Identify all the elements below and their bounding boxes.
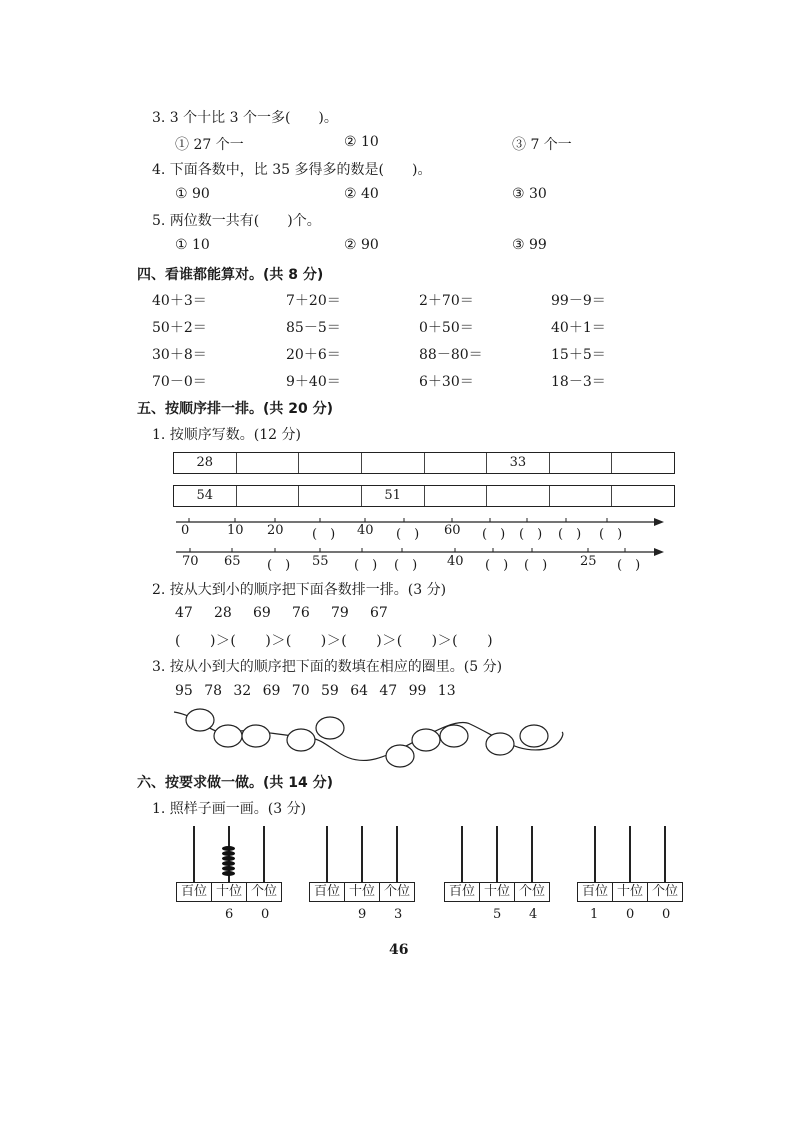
calc-expression: 40＋3＝ — [152, 293, 207, 309]
abacus-rod[interactable] — [361, 826, 363, 882]
q3-option-1: ① 27 个一 — [175, 137, 244, 153]
calc-expression: 7＋20＝ — [286, 293, 341, 309]
sub2-number: 47 — [175, 605, 193, 621]
section-4-heading: 四、看谁都能算对。(共 8 分) — [137, 267, 324, 283]
number-line-1-label[interactable]: ( ) — [312, 527, 336, 542]
abacus-rod[interactable] — [326, 826, 328, 882]
abacus-rod[interactable] — [531, 826, 533, 882]
number-line-1-label[interactable]: ( ) — [396, 527, 420, 542]
circle-chain — [170, 704, 570, 774]
calc-expression: 85－5＝ — [286, 320, 341, 336]
abacus-digit: 6 — [225, 907, 234, 922]
calc-expression: 40＋1＝ — [551, 320, 606, 336]
calc-expression: 99－9＝ — [551, 293, 606, 309]
sub2-number: 28 — [214, 605, 232, 621]
sub3-number: 70 — [291, 683, 310, 699]
abacus-digit: 0 — [662, 907, 671, 922]
q4-option-2: ② 40 — [344, 186, 379, 202]
number-line-2-label[interactable]: ( ) — [267, 558, 291, 573]
seq2-cell[interactable] — [550, 486, 613, 506]
q3-option-3: ③ 7 个一 — [512, 137, 572, 153]
chain-circles — [186, 709, 548, 767]
sub3-number: 78 — [204, 683, 223, 699]
chain-circle[interactable] — [287, 729, 315, 751]
sub2-number: 76 — [292, 605, 310, 621]
sub2-number: 67 — [370, 605, 388, 621]
abacus-rod[interactable] — [193, 826, 195, 882]
q5-option-2: ② 90 — [344, 237, 379, 253]
number-line-2-label[interactable]: ( ) — [394, 558, 418, 573]
seq2-cell[interactable] — [237, 486, 300, 506]
number-line-1-label: 10 — [227, 523, 244, 538]
seq1-cell[interactable] — [612, 453, 674, 473]
abacus-rod[interactable] — [629, 826, 631, 882]
number-line-1-label[interactable]: ( ) — [599, 527, 623, 542]
abacus-place-label: 个位 — [651, 884, 678, 899]
number-line-2-label[interactable]: ( ) — [524, 558, 548, 573]
abacus-bead — [222, 856, 235, 861]
number-line-1-label: 40 — [357, 523, 374, 538]
abacus-rod[interactable] — [461, 826, 463, 882]
seq2-cell[interactable] — [299, 486, 362, 506]
seq2-cell[interactable] — [425, 486, 488, 506]
q4-option-3: ③ 30 — [512, 186, 547, 202]
question-3: 3. 3 个十比 3 个一多( )。 — [152, 110, 338, 126]
abacus-place-label: 十位 — [480, 883, 515, 901]
seq1-cell[interactable] — [550, 453, 613, 473]
number-line-1-axis — [176, 518, 664, 526]
sub3-number: 95 — [175, 683, 193, 699]
calc-expression: 30＋8＝ — [152, 347, 207, 363]
calc-expression: 70－0＝ — [152, 374, 207, 390]
abacus-bead — [222, 861, 235, 866]
seq2-cell[interactable] — [487, 486, 550, 506]
q3-option-2: ② 10 — [344, 134, 379, 150]
chain-circle[interactable] — [186, 709, 214, 731]
seq1-cell[interactable] — [299, 453, 362, 473]
abacus-place-label: 十位 — [212, 883, 247, 901]
abacus-rod[interactable] — [496, 826, 498, 882]
calc-expression: 2＋70＝ — [419, 293, 474, 309]
abacus-place-labels — [176, 882, 282, 902]
abacus-rod[interactable] — [664, 826, 666, 882]
q5-option-1: ① 10 — [175, 237, 210, 253]
sub3-number: 47 — [379, 683, 398, 699]
calc-expression: 6＋30＝ — [419, 374, 474, 390]
abacus-rod[interactable] — [263, 826, 265, 882]
abacus-place-label: 百位 — [177, 883, 212, 901]
number-line-2-label[interactable]: ( ) — [617, 558, 641, 573]
seq2-cell[interactable] — [612, 486, 674, 506]
abacus-bead — [222, 846, 235, 851]
seq2-cell[interactable]: 54 — [174, 486, 237, 506]
sequence-row-2 — [173, 485, 675, 507]
question-4: 4. 下面各数中，比 35 多得多的数是( )。 — [152, 162, 432, 178]
section-5-sub3: 3. 按从小到大的顺序把下面的数填在相应的圈里。(5 分) — [152, 659, 503, 675]
chain-circle[interactable] — [412, 729, 440, 751]
sub2-number: 79 — [331, 605, 349, 621]
section-6-heading: 六、按要求做一做。(共 14 分) — [137, 775, 334, 791]
calc-expression: 9＋40＝ — [286, 374, 341, 390]
abacus-digit: 1 — [590, 907, 599, 922]
abacus-digit: 0 — [261, 907, 270, 922]
chain-circle[interactable] — [440, 725, 468, 747]
section-5-sub2: 2. 按从大到小的顺序把下面各数排一排。(3 分) — [152, 582, 447, 598]
abacus-rod[interactable] — [396, 826, 398, 882]
abacus-place-label: 百位 — [310, 883, 345, 901]
abacus-bead — [222, 871, 235, 876]
abacus-digit: 4 — [529, 907, 538, 922]
number-line-1-label[interactable]: ( ) — [558, 527, 582, 542]
chain-circle[interactable] — [242, 725, 270, 747]
number-line-2-label[interactable]: ( ) — [354, 558, 378, 573]
number-line-1-label: 20 — [267, 523, 284, 538]
sub3-number: 69 — [262, 683, 281, 699]
calc-expression: 88－80＝ — [419, 347, 483, 363]
abacus-place-labels — [577, 882, 683, 902]
calc-expression: 15＋5＝ — [551, 347, 606, 363]
section-5-sub1: 1. 按顺序写数。(12 分) — [152, 427, 301, 443]
number-line-2-label[interactable]: ( ) — [485, 558, 509, 573]
abacus-digit: 9 — [358, 907, 367, 922]
sub2-answer-blanks[interactable]: ( )＞( )＞( )＞( )＞( )＞( ) — [175, 633, 494, 649]
calc-expression: 20＋6＝ — [286, 347, 341, 363]
seq1-cell[interactable]: 28 — [174, 453, 237, 473]
q4-option-1: ① 90 — [175, 186, 210, 202]
q5-option-3: ③ 99 — [512, 237, 547, 253]
seq1-cell[interactable] — [362, 453, 425, 473]
sequence-row-1 — [173, 452, 675, 474]
page-number: 46 — [389, 942, 409, 958]
seq2-cell[interactable]: 51 — [362, 486, 425, 506]
sub3-number: 32 — [233, 683, 252, 699]
calc-expression: 50＋2＝ — [152, 320, 207, 336]
number-line-2-label: 40 — [447, 554, 464, 569]
sub3-number: 99 — [408, 683, 427, 699]
seq1-cell[interactable]: 33 — [487, 453, 550, 473]
number-line-2-label: 25 — [580, 554, 597, 569]
calc-expression: 0＋50＝ — [419, 320, 474, 336]
abacus-rod[interactable] — [594, 826, 596, 882]
abacus-place-label: 个位 — [383, 884, 410, 899]
abacus-place-label: 十位 — [345, 883, 380, 901]
chain-circle[interactable] — [214, 725, 242, 747]
sub3-number: 13 — [437, 683, 456, 699]
number-line-1-label: 60 — [444, 523, 461, 538]
sub3-number: 64 — [350, 683, 369, 699]
number-line-2-label: 55 — [312, 554, 329, 569]
section-5-heading: 五、按顺序排一排。(共 20 分) — [137, 401, 334, 417]
abacus-place-label: 十位 — [613, 883, 648, 901]
chain-circle[interactable] — [316, 717, 344, 739]
abacus-place-labels — [444, 882, 550, 902]
question-5: 5. 两位数一共有( )个。 — [152, 213, 321, 229]
calc-expression: 18－3＝ — [551, 374, 606, 390]
abacus-place-label: 个位 — [518, 884, 545, 899]
seq1-cell[interactable] — [237, 453, 300, 473]
abacus-digit: 3 — [394, 907, 403, 922]
number-line-2-label: 70 — [182, 554, 199, 569]
sub3-number: 59 — [321, 683, 339, 699]
chain-circle[interactable] — [520, 725, 548, 747]
number-line-1-label: 0 — [181, 523, 190, 538]
abacus-digit: 5 — [493, 907, 502, 922]
chain-circle[interactable] — [486, 733, 514, 755]
abacus-digit: 0 — [626, 907, 635, 922]
number-line-1-label[interactable]: ( ) — [519, 527, 543, 542]
abacus-place-label: 百位 — [578, 883, 613, 901]
section-6-sub1: 1. 照样子画一画。(3 分) — [152, 801, 307, 817]
abacus-place-labels — [309, 882, 415, 902]
number-line-2-label: 65 — [224, 554, 241, 569]
number-line-1-label[interactable]: ( ) — [482, 527, 506, 542]
chain-circle[interactable] — [386, 745, 414, 767]
sub2-number: 69 — [253, 605, 271, 621]
abacus-bead — [222, 866, 235, 871]
abacus-place-label: 个位 — [250, 884, 277, 899]
abacus-bead — [222, 851, 235, 856]
seq1-cell[interactable] — [425, 453, 488, 473]
abacus-place-label: 百位 — [445, 883, 480, 901]
